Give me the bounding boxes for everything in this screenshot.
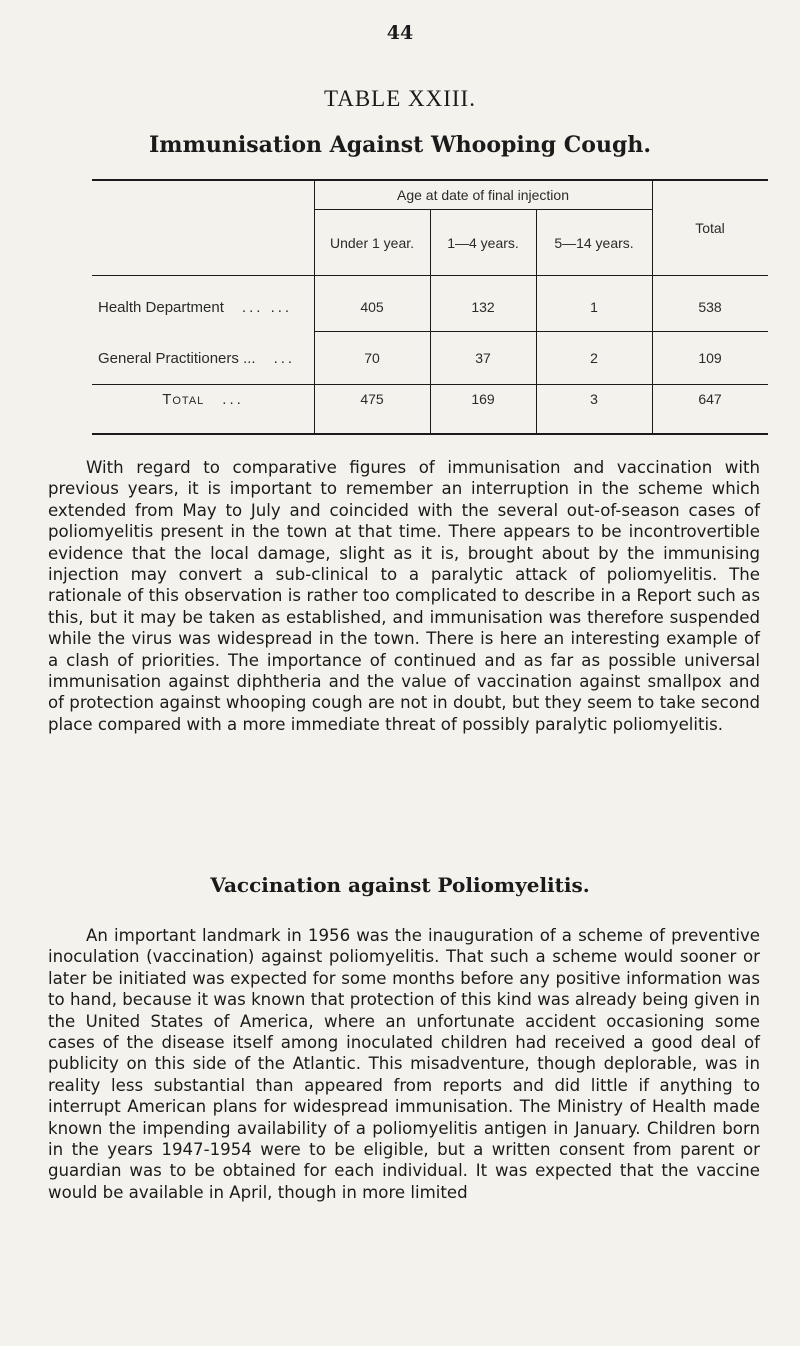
table-cell: 70 <box>364 350 380 366</box>
table-cell: 2 <box>590 350 598 366</box>
table-cell: 37 <box>475 350 491 366</box>
paragraph-comparative-figures: With regard to comparative figures of immunisation and vaccination with previous years, it is important to remember an interruption in the scheme which extended from May to July and coincided with the several out-of-season cases of poliomyelitis present in the town at that time. There appears to be incontrovertible evidence that the local damage, slight as it is, brought about by the immunising injection may convert a sub-clinical to a paralytic attack of poliomyelitis. The rationale of this observation is rather too complicated to describe in a Report such as this, but it may be taken as established, and immunisation was therefore suspended while the virus was widespread in the town. There is here an interesting example of a clash of priorities. The importance of continued and as far as possible universal immunisation against diphtheria and the value of vaccination against smallpox and of protection against whooping cough are not in doubt, but they seem to take second place compared with a more immediate threat of possibly paralytic poliomyelitis. <box>48 458 760 734</box>
table-cell: 475 <box>360 391 384 407</box>
row-label-health-department: Health Department ... ... <box>98 298 293 316</box>
table-cell: 169 <box>471 391 495 407</box>
table-cell: 538 <box>698 299 722 315</box>
row-label-general-practitioners: General Practitioners ... ... <box>98 349 296 367</box>
table-cell: 405 <box>360 299 384 315</box>
header-5-14: 5—14 years. <box>554 235 634 251</box>
table-title: TABLE XXIII. <box>324 86 476 111</box>
table-cell: 3 <box>590 391 598 407</box>
table-rule-row1 <box>314 331 768 332</box>
header-1-4: 1—4 years. <box>447 235 519 251</box>
table-cell: 647 <box>698 391 722 407</box>
table-cell: 132 <box>471 299 495 315</box>
table-rule-subheader <box>314 209 652 210</box>
header-total: Total <box>695 220 725 236</box>
section-heading-vaccination: Vaccination against Poliomyelitis. <box>210 873 590 897</box>
header-under-1: Under 1 year. <box>329 235 415 251</box>
table-cell: 1 <box>590 299 598 315</box>
table-cell: 109 <box>698 350 722 366</box>
header-age-group: Age at date of final injection <box>396 187 569 203</box>
page-number: 44 <box>386 22 414 44</box>
row-label-total: Total ... <box>162 390 244 408</box>
table-rule-header <box>92 275 768 276</box>
paragraph-vaccination: An important landmark in 1956 was the inauguration of a scheme of preventive inoculation (vaccination) against poliomyelitis. That such a scheme would sooner or later be initiated was expected for some months before any positive information was to hand, because it was known that protection of this kind was already being given in the United States of America, where an unfortunate accident occasioning some cases of the disease itself among inoculated children had received a good deal of publicity on this side of the Atlantic. This misadventure, though deplorable, was in reality less substantial than appeared from reports and did little if anything to interrupt American plans for widespread immunisation. The Ministry of Health made known the impending availability of a poliomyelitis antigen in January. Children born in the years 1947-1954 were to be eligible, but a written consent from parent or guardian was to be obtained for each individual. It was expected that the vaccine would be available in April, though in more limited <box>48 926 760 1202</box>
immunisation-table <box>92 179 768 435</box>
table-subtitle: Immunisation Against Whooping Cough. <box>149 132 651 158</box>
